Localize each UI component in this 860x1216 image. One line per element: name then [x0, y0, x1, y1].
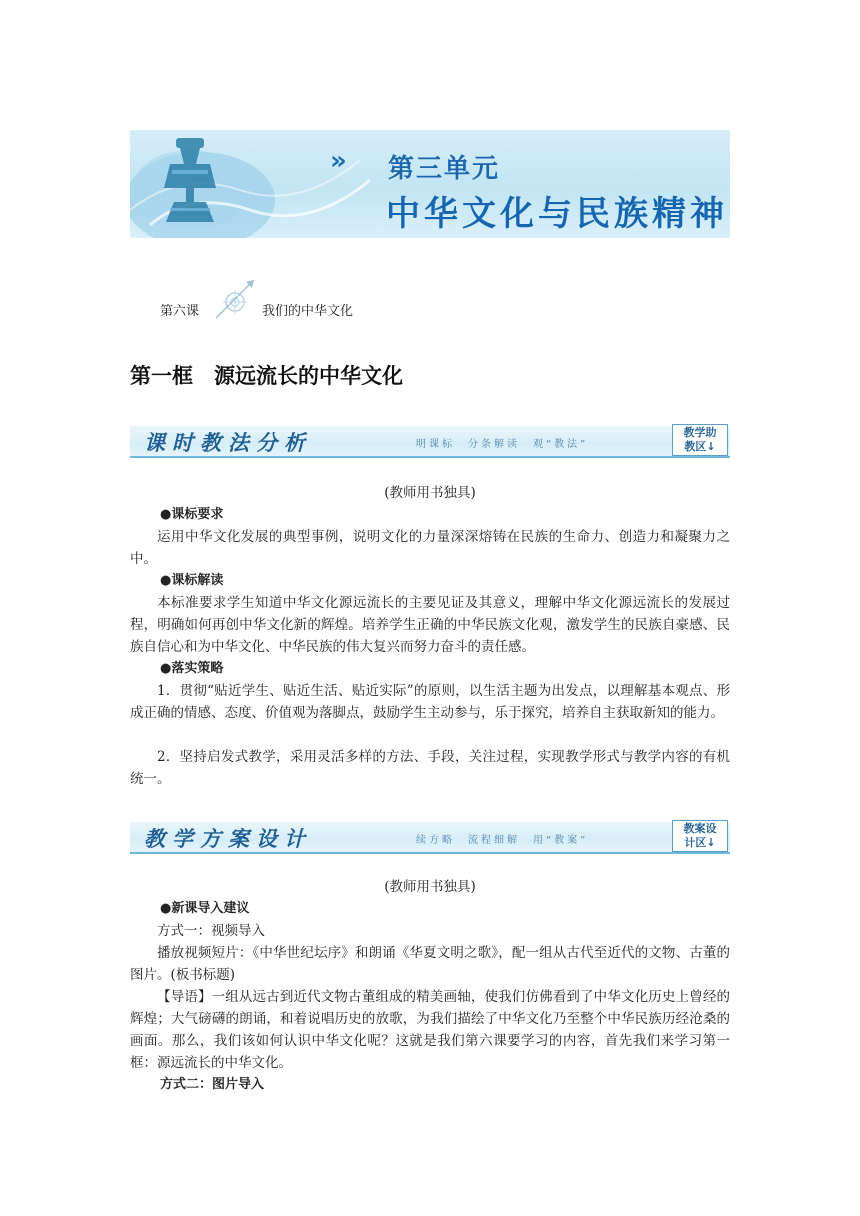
teacher-note: (教师用书独具): [384, 485, 476, 501]
curriculum-requirement-text: 运用中华文化发展的典型事例，说明文化的力量深深熔铸在民族的生命力、创造力和凝聚力之中。: [130, 529, 730, 567]
strategy-item-1: 1．贯彻“贴近学生、贴近生活、贴近实际”的原则，以生活主题为出发点，以理解基本观点、形成正确的情感、态度、价值观为落脚点，鼓励学生主动参与，乐于探究，培养自主获取新知的能力。: [130, 683, 730, 721]
lesson-title: 我们的中华文化: [262, 304, 354, 319]
method-two-label: 方式二：图片导入: [160, 1077, 265, 1092]
analysis-badge-line2: 教区↓: [684, 440, 716, 453]
design-banner: [130, 822, 730, 854]
design-banner-title: 教学方案设计: [144, 826, 312, 851]
analysis-banner: [130, 426, 730, 458]
analysis-banner-subtitle: 明课标 分条解读 观“教法”: [416, 439, 589, 450]
bronze-vessel-decoration: [130, 130, 390, 238]
lesson-intro-heading: ●新课导入建议: [160, 901, 250, 916]
teacher-note: (教师用书独具): [384, 879, 476, 895]
design-badge-line2: 计区↓: [684, 836, 716, 849]
unit-banner: [130, 130, 730, 238]
design-banner-badge: [672, 820, 728, 852]
curriculum-reading-text: 本标准要求学生知道中华文化源远流长的主要见证及其意义，理解中华文化源远流长的发展过程，明确如何再创中华文化新的辉煌。培养学生正确的中华民族文化观，激发学生的民族自豪感、民族自信心和为中华文化、中华民族的伟大复兴而努力奋斗的责任感。: [130, 595, 730, 655]
lesson-number: 第六课: [160, 304, 200, 319]
strategy-heading: ●落实策略: [160, 661, 224, 676]
curriculum-reading-heading: ●课标解读: [160, 573, 224, 588]
unit-title: 中华文化与民族精神: [386, 194, 728, 234]
analysis-banner-badge: [672, 424, 728, 456]
section-heading: 第一框 源远流长的中华文化: [130, 364, 403, 388]
design-badge-line1: 教案设: [683, 822, 717, 835]
target-arrow-icon: [210, 274, 260, 324]
method-one-label: 方式一：视频导入: [157, 923, 265, 939]
analysis-badge-line1: 教学助: [683, 426, 717, 439]
analysis-banner-title: 课时教法分析: [144, 430, 312, 455]
design-banner-subtitle: 续方略 流程细解 用“教案”: [416, 835, 589, 846]
guide-text: 【导语】一组从远古到近代文物古董组成的精美画轴，使我们仿佛看到了中华文化历史上曾经的辉煌；大气磅礴的朗诵，和着说唱历史的放歌，为我们描绘了中华文化乃至整个中华民族历经沧桑的画面。那么，我们该如何认识中华文化呢？这就是我们第六课要学习的内容，首先我们来学习第一框：源远流长的中华文化。: [130, 989, 730, 1071]
double-chevron-icon: »: [330, 146, 341, 176]
strategy-item-2: 2．坚持启发式教学，采用灵活多样的方法、手段，关注过程，实现教学形式与教学内容的有机统一。: [130, 749, 730, 787]
method-one-text: 播放视频短片：《中华世纪坛序》和朗诵《华夏文明之歌》，配一组从古代至近代的文物、古董的图片。(板书标题): [130, 945, 730, 983]
unit-number: 第三单元: [388, 154, 501, 184]
curriculum-requirement-heading: ●课标要求: [160, 507, 224, 522]
